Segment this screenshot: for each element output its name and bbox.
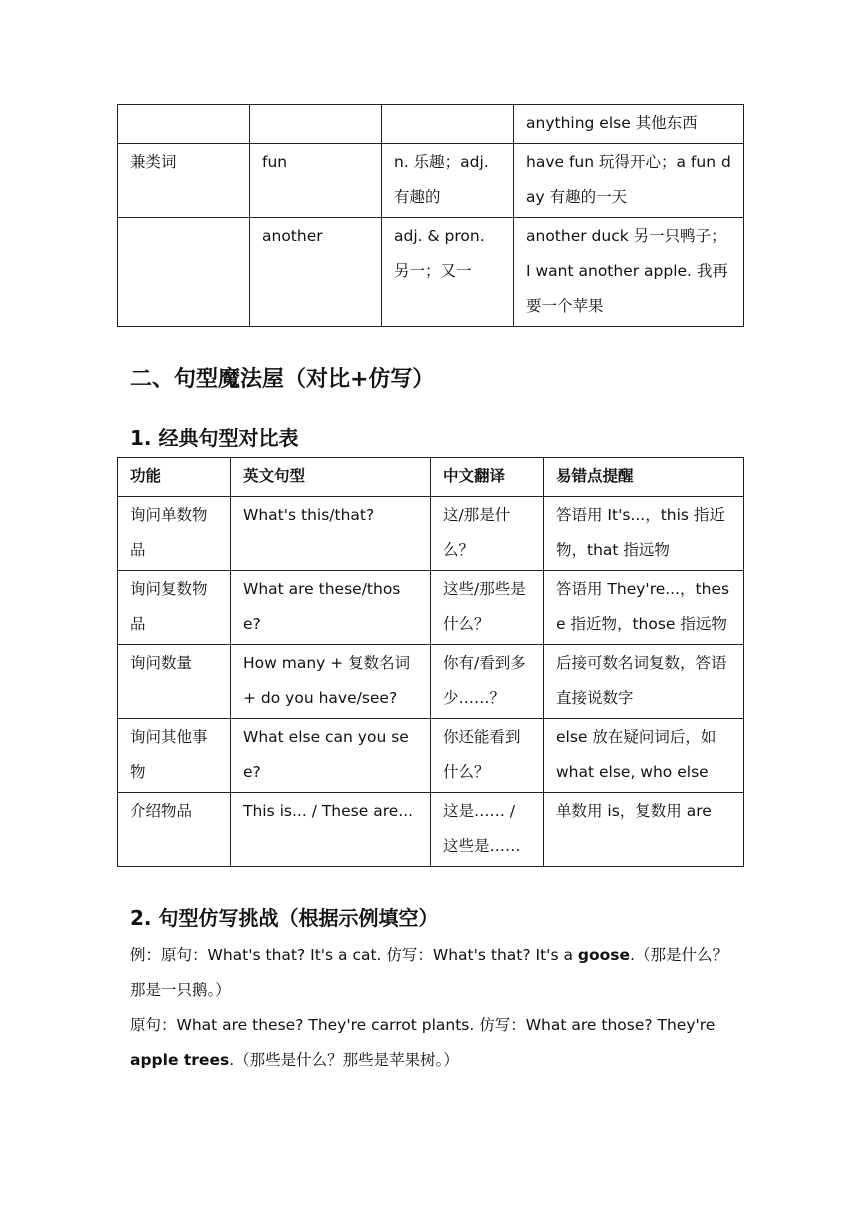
table-cell: What are these/those?	[231, 571, 431, 645]
table-cell: 后接可数名词复数，答语直接说数字	[544, 645, 744, 719]
table-cell: This is... / These are...	[231, 793, 431, 867]
table-cell: 这/那是什么？	[431, 497, 544, 571]
vocab-row	[118, 105, 744, 144]
table-cell: another	[250, 218, 382, 327]
table-cell: fun	[250, 144, 382, 218]
example-2-prefix: 原句：What are these? They're carrot plants. 仿写：What are those? They're	[130, 1016, 716, 1034]
section-2-title: 二、句型魔法屋（对比+仿写）	[130, 367, 435, 392]
pattern-row	[118, 497, 744, 571]
table-cell: n. 乐趣；adj. 有趣的	[382, 144, 514, 218]
table-cell: 询问其他事物	[118, 719, 231, 793]
table-cell: 你还能看到什么？	[431, 719, 544, 793]
table-header-row	[118, 458, 744, 497]
table-cell: 单数用 is，复数用 are	[544, 793, 744, 867]
table-cell	[118, 105, 250, 144]
table-cell: 介绍物品	[118, 793, 231, 867]
header-function: 功能	[118, 458, 231, 497]
table-cell: 兼类词	[118, 144, 250, 218]
table-cell: 答语用 It's...，this 指近物，that 指远物	[544, 497, 744, 571]
table-cell: 询问单数物品	[118, 497, 231, 571]
header-english-pattern: 英文句型	[231, 458, 431, 497]
table-cell: What else can you see?	[231, 719, 431, 793]
pattern-row	[118, 571, 744, 645]
table-cell: another duck 另一只鸭子；I want another apple. 我再要一个苹果	[514, 218, 744, 327]
table-cell	[382, 105, 514, 144]
pattern-row	[118, 793, 744, 867]
table-cell	[250, 105, 382, 144]
pattern-row	[118, 645, 744, 719]
table-cell: adj. & pron. 另一；又一	[382, 218, 514, 327]
table-cell: 这些/那些是什么？	[431, 571, 544, 645]
table-cell: else 放在疑问词后，如 what else, who else	[544, 719, 744, 793]
pattern-row	[118, 719, 744, 793]
header-common-mistakes: 易错点提醒	[544, 458, 744, 497]
table-cell: have fun 玩得开心；a fun day 有趣的一天	[514, 144, 744, 218]
table-cell: anything else 其他东西	[514, 105, 744, 144]
table-cell: What's this/that?	[231, 497, 431, 571]
example-2-suffix: .（那些是什么？那些是苹果树。）	[229, 1051, 459, 1069]
example-1-answer: goose	[577, 946, 631, 964]
table-cell: How many + 复数名词 + do you have/see?	[231, 645, 431, 719]
table-cell	[118, 218, 250, 327]
vocab-row	[118, 218, 744, 327]
example-paragraph-2	[130, 1008, 740, 1078]
table-cell: 你有/看到多少……？	[431, 645, 544, 719]
subsection-2-title: 2. 句型仿写挑战（根据示例填空）	[130, 906, 439, 930]
example-1-suffix: .（那是什么？那是一只鹅。）	[130, 946, 728, 999]
vocab-row	[118, 144, 744, 218]
subsection-1-title: 1. 经典句型对比表	[130, 426, 299, 450]
example-1-prefix: 例：原句：What's that? It's a cat. 仿写：What's that? It's a	[130, 946, 578, 964]
table-cell: 询问复数物品	[118, 571, 231, 645]
vocabulary-table	[117, 104, 744, 327]
sentence-pattern-table	[117, 457, 744, 867]
table-cell: 答语用 They're...，these 指近物，those 指远物	[544, 571, 744, 645]
table-cell: 询问数量	[118, 645, 231, 719]
example-paragraph-1	[130, 938, 740, 1008]
table-cell: 这是…… / 这些是……	[431, 793, 544, 867]
example-2-answer: apple trees	[130, 1051, 230, 1069]
header-chinese-translation: 中文翻译	[431, 458, 544, 497]
